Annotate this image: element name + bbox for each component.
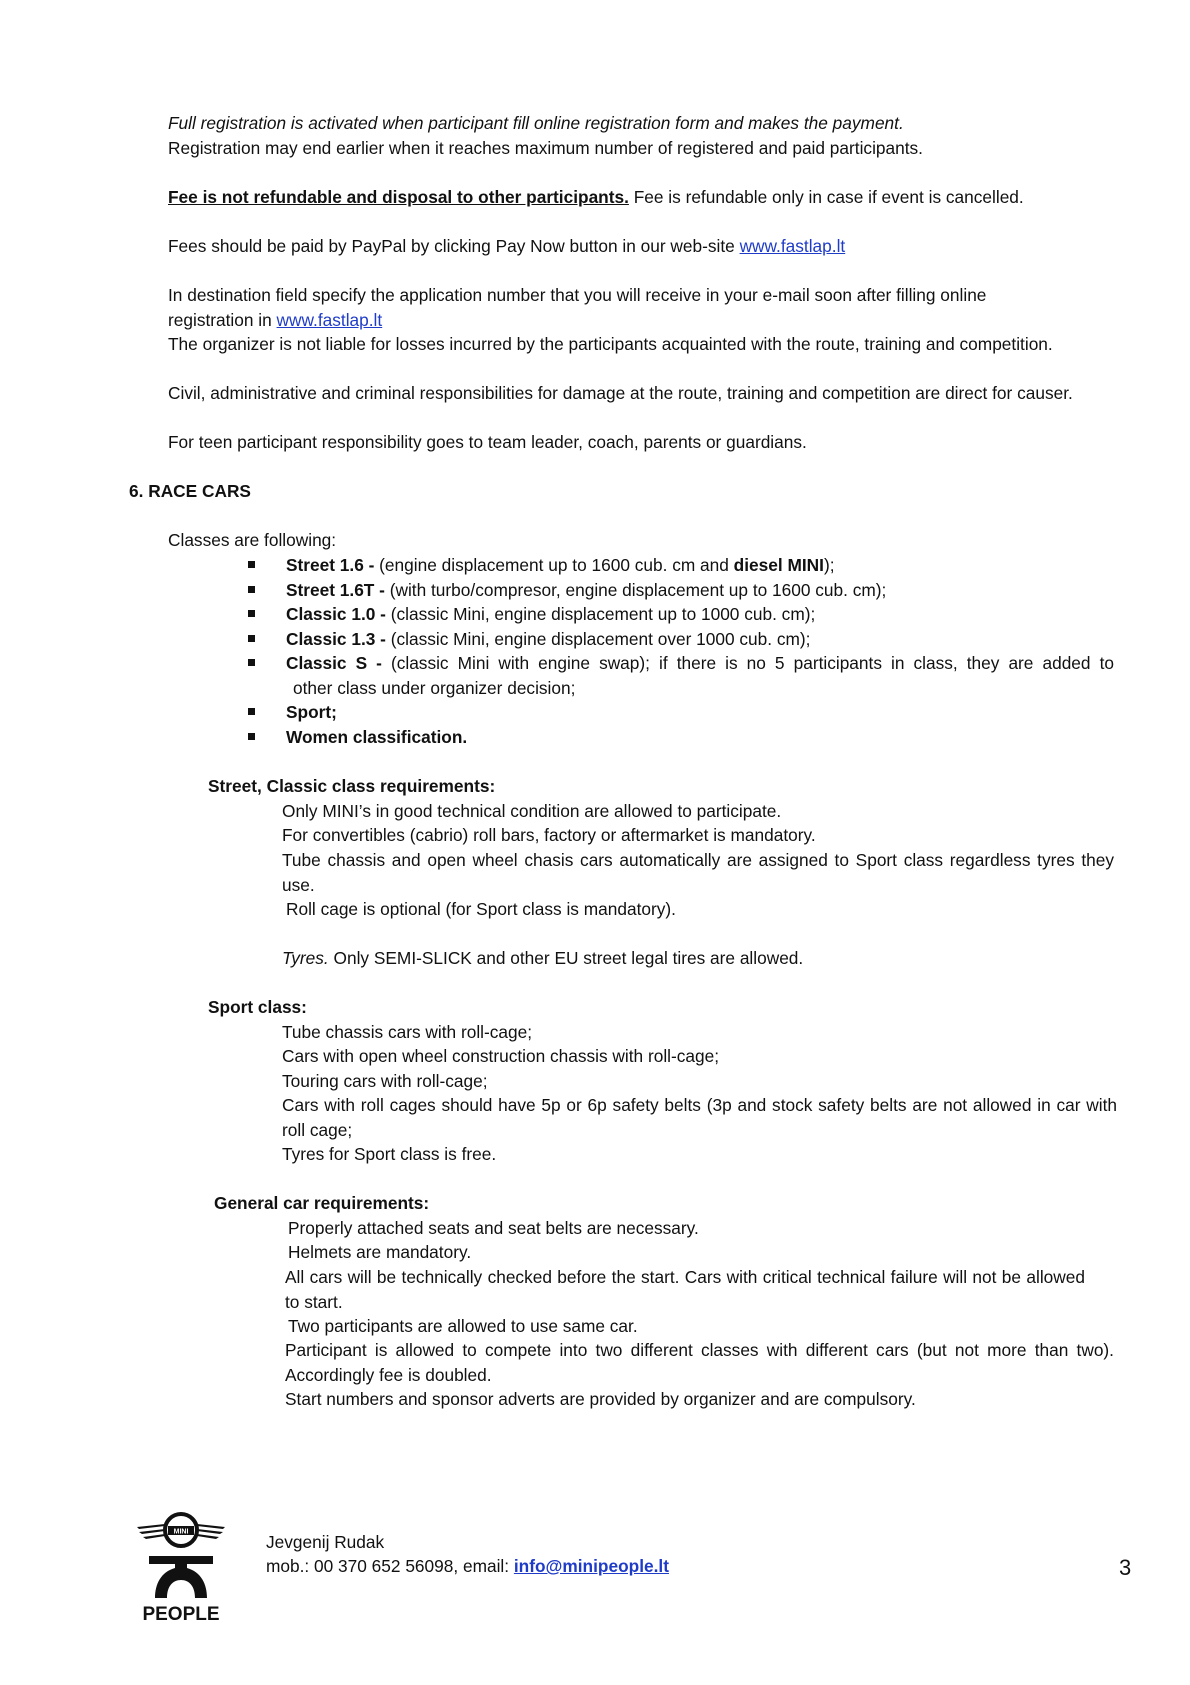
email-link[interactable]: info@minipeople.lt: [513, 1556, 669, 1576]
general-line: Properly attached seats and seat belts are necessary.: [288, 1218, 699, 1238]
classes-intro: Classes are following:: [168, 530, 337, 550]
street-classic-heading: Street, Classic class requirements:: [208, 776, 496, 796]
bullet-icon: [248, 586, 255, 593]
general-line: All cars will be technically checked before the start. Cars with critical technical failure will not be allowed to start.: [285, 1267, 1085, 1312]
civil-responsibility: Civil, administrative and criminal responsibilities for damage at the route, training and competition are direct for causer.: [168, 383, 1073, 403]
logo-people-text: PEOPLE: [142, 1604, 220, 1624]
general-line: Participant is allowed to compete into two different classes with different cars (but not more than two). Accordingly fee is doubled.: [285, 1340, 1114, 1385]
destination-line-1: In destination field specify the application number that you will receive in your e-mail soon after filling online: [168, 285, 987, 305]
logo-mini-text: MINI: [173, 1528, 189, 1536]
general-line: Start numbers and sponsor adverts are provided by organizer and are compulsory.: [285, 1389, 916, 1409]
class-item-classic-s-cont: other class under organizer decision;: [293, 678, 576, 698]
general-line: Helmets are mandatory.: [288, 1242, 472, 1262]
class-item-street-1-6t: Street 1.6T - (with turbo/compresor, engine displacement up to 1600 cub. cm);: [286, 580, 887, 600]
bullet-icon: [248, 708, 255, 715]
organizer-liability: The organizer is not liable for losses incurred by the participants acquainted with the route, training and competition.: [168, 334, 1053, 354]
destination-line-2: registration in www.fastlap.lt: [168, 310, 383, 330]
registration-line-1: Full registration is activated when participant fill online registration form and makes the payment.: [168, 113, 904, 133]
registration-line-2: Registration may end earlier when it reaches maximum number of registered and paid participants.: [168, 138, 923, 158]
sport-class-line: Cars with open wheel construction chassis with roll-cage;: [282, 1046, 720, 1066]
paypal-text: Fees should be paid by PayPal by clicking Pay Now button in our web-site: [168, 236, 740, 256]
bullet-icon: [248, 610, 255, 617]
general-line: Two participants are allowed to use same car.: [288, 1316, 638, 1336]
class-item-street-1-6: Street 1.6 - (engine displacement up to 1600 cub. cm and diesel MINI);: [286, 555, 835, 575]
fee-refundable-text: Fee is refundable only in case if event is cancelled.: [628, 187, 1024, 207]
fee-paragraph: [168, 185, 1024, 210]
fastlap-link-2[interactable]: www.fastlap.lt: [276, 310, 383, 330]
sport-class-line: Cars with roll cages should have 5p or 6p safety belts (3p and stock safety belts are not allowed in car with roll cage;: [282, 1095, 1117, 1140]
sport-class-heading: Sport class:: [208, 997, 307, 1017]
general-heading: General car requirements:: [214, 1193, 430, 1213]
fee-not-refundable: Fee is not refundable and disposal to other participants.: [168, 187, 629, 207]
street-classic-line: For convertibles (cabrio) roll bars, factory or aftermarket is mandatory.: [282, 825, 816, 845]
bullet-icon: [248, 561, 255, 568]
teen-responsibility: For teen participant responsibility goes to team leader, coach, parents or guardians.: [168, 432, 807, 452]
class-item-classic-1-0: Classic 1.0 - (classic Mini, engine displacement up to 1000 cub. cm);: [286, 604, 816, 624]
sport-class-line: Tube chassis cars with roll-cage;: [282, 1022, 533, 1042]
class-item-classic-s: Classic S - (classic Mini with engine swap); if there is no 5 participants in class, they are added to: [286, 653, 1114, 673]
footer-contact: mob.: 00 370 652 56098, email: info@minipeople.lt: [266, 1556, 669, 1576]
paypal-paragraph: [168, 234, 845, 259]
section-6-heading: 6. RACE CARS: [129, 481, 251, 501]
tyres-line: Tyres. Only SEMI-SLICK and other EU street legal tires are allowed.: [282, 948, 804, 968]
footer-name: Jevgenij Rudak: [266, 1532, 385, 1552]
sport-class-line: Tyres for Sport class is free.: [282, 1144, 497, 1164]
sport-class-line: Touring cars with roll-cage;: [282, 1071, 488, 1091]
class-item-women: Women classification.: [286, 727, 468, 747]
page-number: 3: [1119, 1555, 1132, 1580]
street-classic-line: Roll cage is optional (for Sport class is mandatory).: [286, 899, 676, 919]
street-classic-line: Tube chassis and open wheel chasis cars automatically are assigned to Sport class regardless tyres they use.: [282, 850, 1114, 895]
bullet-icon: [248, 733, 255, 740]
fastlap-link[interactable]: www.fastlap.lt: [739, 236, 846, 256]
street-classic-line: Only MINI’s in good technical condition are allowed to participate.: [282, 801, 782, 821]
bullet-icon: [248, 635, 255, 642]
bullet-icon: [248, 659, 255, 666]
mini-people-logo: [135, 1512, 227, 1624]
class-item-sport: Sport;: [286, 702, 337, 722]
class-item-classic-1-3: Classic 1.3 - (classic Mini, engine displacement over 1000 cub. cm);: [286, 629, 811, 649]
